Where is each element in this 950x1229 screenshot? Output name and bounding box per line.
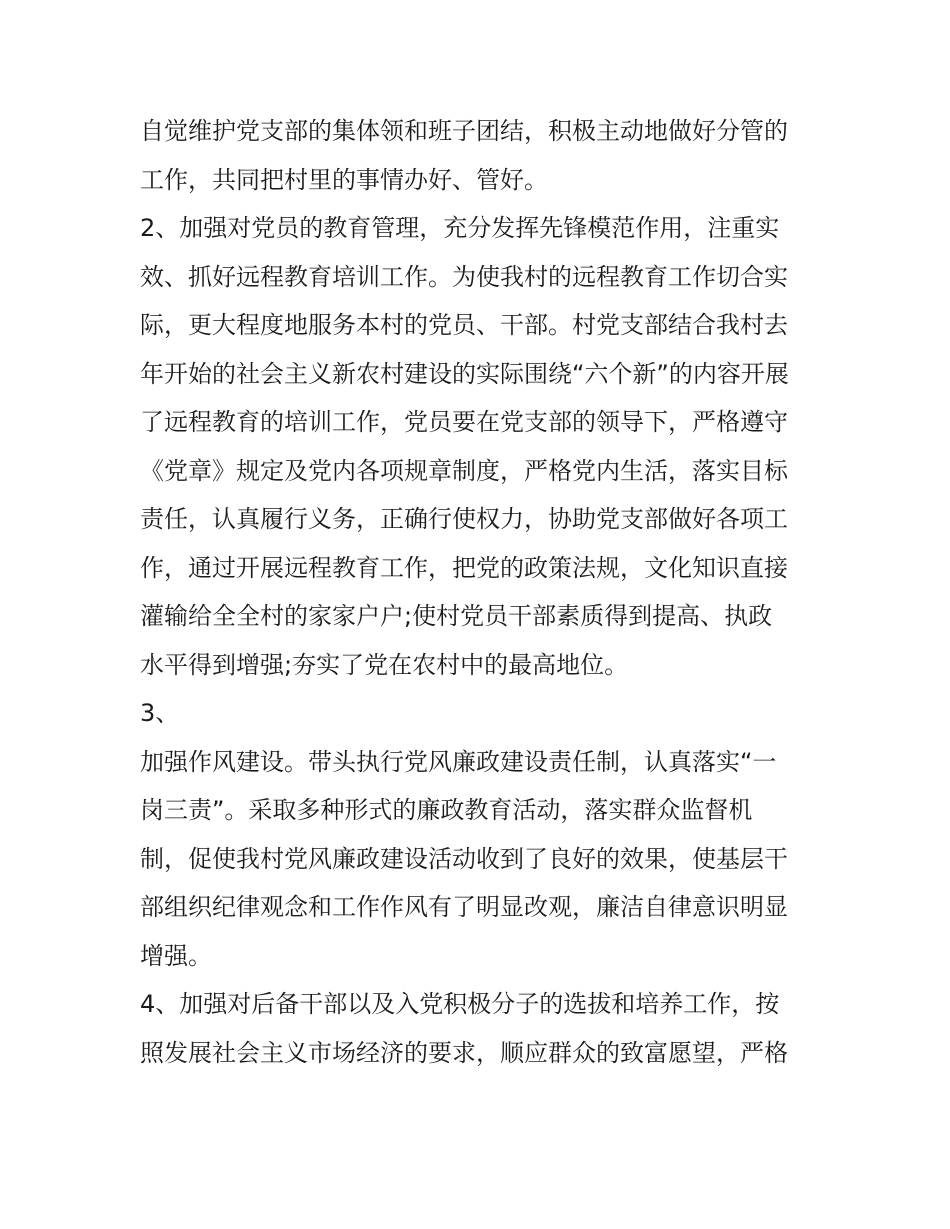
text-line: 3、 (140, 699, 180, 727)
text-line: 岗三责”。采取多种形式的廉政教育活动，落实群众监督机 (140, 796, 753, 824)
text-line: 制，促使我村党风廉政建设活动收到了良好的效果，使基层干 (140, 844, 788, 873)
text-line: 加强作风建设。带头执行党风廉政建设责任制，认真落实“一 (140, 747, 777, 776)
text-line: 效、抓好远程教育培训工作。为使我村的远程教育工作切合实 (140, 262, 788, 291)
text-line: 4、加强对后备干部以及入党积极分子的选拔和培养工作，按 (140, 990, 780, 1018)
text-line: 年开始的社会主义新农村建设的实际围绕“六个新”的内容开展 (140, 359, 789, 388)
text-line: 部组织纪律观念和工作作风有了明显改观，廉洁自律意识明显 (140, 893, 788, 921)
text-line: 自觉维护党支部的集体领和班子团结，积极主动地做好分管的 (140, 117, 788, 145)
text-line: 《党章》规定及党内各项规章制度，严格党内生活，落实目标 (140, 456, 788, 485)
document-body (140, 107, 820, 1077)
text-line: 灌输给全全村的家家户户;使村党员干部素质得到提高、执政 (140, 602, 773, 630)
text-line: 际，更大程度地服务本村的党员、干部。村党支部结合我村去 (140, 311, 788, 339)
text-line: 工作，共同把村里的事情办好、管好。 (140, 165, 548, 194)
text-line: 2、加强对党员的教育管理，充分发挥先锋模范作用，注重实 (140, 214, 780, 242)
text-line: 责任，认真履行义务，正确行使权力，协助党支部做好各项工 (140, 505, 788, 533)
text-line: 水平得到增强;夯实了党在农村中的最高地位。 (140, 650, 629, 679)
text-line: 增强。 (140, 941, 212, 970)
text-line: 了远程教育的培训工作，党员要在党支部的领导下，严格遵守 (140, 408, 788, 436)
text-line: 作，通过开展远程教育工作，把党的政策法规，文化知识直接 (140, 553, 788, 582)
text-line: 照发展社会主义市场经济的要求，顺应群众的致富愿望，严格 (140, 1038, 788, 1067)
